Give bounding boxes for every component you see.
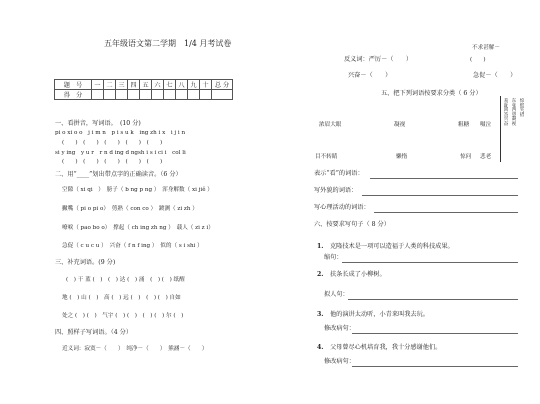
q5-answer-line[interactable] [370,178,518,179]
q6-answer-line[interactable] [342,262,518,263]
q5-heading: 五、把下列词语按要求分类（ 6 分） [381,90,482,97]
q6-item-sub: 修改病句： [324,325,355,332]
q5-answer-label: 写外貌的词语： [314,187,358,194]
q5-word: 惊问 [460,154,472,160]
score-cell: 九 [188,80,200,90]
q6-item-number: 2. [317,271,324,278]
q6-item-number: 1. [317,243,324,250]
q5-word: 嗫泣 [480,122,492,128]
q1-answer-row[interactable]: ( ) ( ) ( ) ( ) ( ) [62,159,163,165]
antonym-paren[interactable]: ( ) [470,57,486,63]
score-cell-label: 得 分 [55,90,92,100]
q3-row[interactable]: ( ) 干 蓝 ( ) ( ) 达 ( ) 涌 ( ) ( ) 纸醒 [66,277,185,283]
q5-answer-line[interactable] [362,195,518,196]
q2-heading: 二、用“____”划出带点字的正确读音。（6 分） [55,171,182,178]
q5-side-column: 羞耻回答兴奋 [503,99,509,127]
q4-row[interactable]: 近义词：寂寞－（ ） 纯净－（ ） 熊涵－（ ） [62,346,208,352]
score-input[interactable] [92,90,104,100]
q6-item-text: 父母曾尽心机培育我，我十分感谢他们。 [330,344,442,351]
q5-side-column: 惊慌失措 [519,99,525,118]
q6-answer-line[interactable] [352,333,518,334]
score-table-score-row [55,90,233,100]
antonym-row-right[interactable]: 急促－（ ） [473,72,517,79]
right-top-label: 不求甚解－ [472,45,500,51]
score-table [54,79,233,100]
score-input[interactable] [164,90,176,100]
score-table-header-row [55,80,233,90]
score-input[interactable] [212,90,233,100]
antonym-row[interactable]: 兴奋－（ ） [348,72,392,79]
page-title: 五年级语文第二学期 1/4 月考试卷 [104,39,232,48]
q6-item-sub: 拟人句： [324,291,349,298]
q4-heading: 四、照样子写词语。（4 分） [55,329,133,336]
q6-item-text: 扶条长成了小柳树。 [330,271,386,278]
q2-row[interactable]: 嘹唳（ pao bo o） 撑起（ ch ing zh ng ） 载人（ zi z i） [62,225,214,231]
q6-answer-line[interactable] [348,299,518,300]
score-cell-label: 题 号 [55,80,92,90]
antonym-row[interactable]: 反义词：严厉－（ ） [344,56,413,63]
score-input[interactable] [176,90,188,100]
q5-word: 目不转睛 [315,154,338,160]
q5-answer-label: 表示“看”的词语： [314,170,364,177]
score-input[interactable] [152,90,164,100]
score-input[interactable] [200,90,212,100]
q5-side-column: 东张西望凝视 [511,99,517,127]
score-cell: 二 [104,80,116,90]
q1-pinyin-row: pi o xi o o j i m n p i s u k ing zh i x i j i n [55,130,186,136]
score-input[interactable] [188,90,200,100]
q5-divider [500,96,501,162]
q3-row[interactable]: 地 ( ) 山 ( ) 高 ( ) 远 ( ) ( ) ( ) 自如 [62,295,181,301]
q5-answer-label: 写心理活动的词语： [314,204,370,211]
q5-word: 粗糖 [458,122,470,128]
q6-heading: 六、按要求写句子（ 8 分） [314,221,390,228]
score-cell: 十 [200,80,212,90]
q6-item-number: 4. [317,344,324,351]
score-cell-total: 总 分 [212,80,233,90]
score-cell: 五 [140,80,152,90]
score-input[interactable] [128,90,140,100]
q5-word: 悲老 [480,154,492,160]
q5-word: 浓眉大眼 [319,122,342,128]
q1-answer-row[interactable]: ( ) ( ) ( ) ( ) ( ) [62,140,163,146]
score-cell: 一 [92,80,104,90]
score-cell: 七 [164,80,176,90]
score-input[interactable] [104,90,116,100]
score-input[interactable] [140,90,152,100]
q6-item-text: 克隆技术是一项可以造福于人类的科技成果。 [330,243,454,250]
q2-row[interactable]: 空隙（ xi qi ） 膀子（ b ng p ng ） 浑身解数（ xi jiě ） [62,187,213,193]
score-cell: 四 [128,80,140,90]
score-input[interactable] [116,90,128,100]
q6-answer-line[interactable] [352,366,518,367]
q6-item-sub: 修改病句： [324,358,355,365]
score-cell: 六 [152,80,164,90]
q6-item-sub: 缩句： [324,254,343,261]
q2-row[interactable]: 急促（ c u c u ） 兴奋（ f n f ing ） 似的（ s i shi ） [62,243,203,249]
q5-word: 懒惰 [396,154,408,160]
q5-answer-line[interactable] [374,212,518,213]
q1-heading: 一、看拼音，写词语。 (10 分) [55,120,141,127]
q1-pinyin-row: si y ing y u r r n d ing d ngsh i s i ci i col li [55,150,186,156]
q2-row[interactable]: 撇嘴（ pi o pi o） 剪熟（ con co ） 踱测（ zi zh ） [62,206,198,212]
q6-item-text: 他的演讲太动听，小青来叫我去玩。 [330,311,429,318]
q3-row[interactable]: 处之 ( ) ( ) 气宇 ( ) ( ) ( ) ( ) 尔 ( ) [62,313,184,319]
score-cell: 八 [176,80,188,90]
score-cell: 三 [116,80,128,90]
q5-word: 凝视 [394,122,406,128]
q6-item-number: 3. [317,311,324,318]
q3-heading: 三、补充词语。(9 分) [55,259,116,266]
